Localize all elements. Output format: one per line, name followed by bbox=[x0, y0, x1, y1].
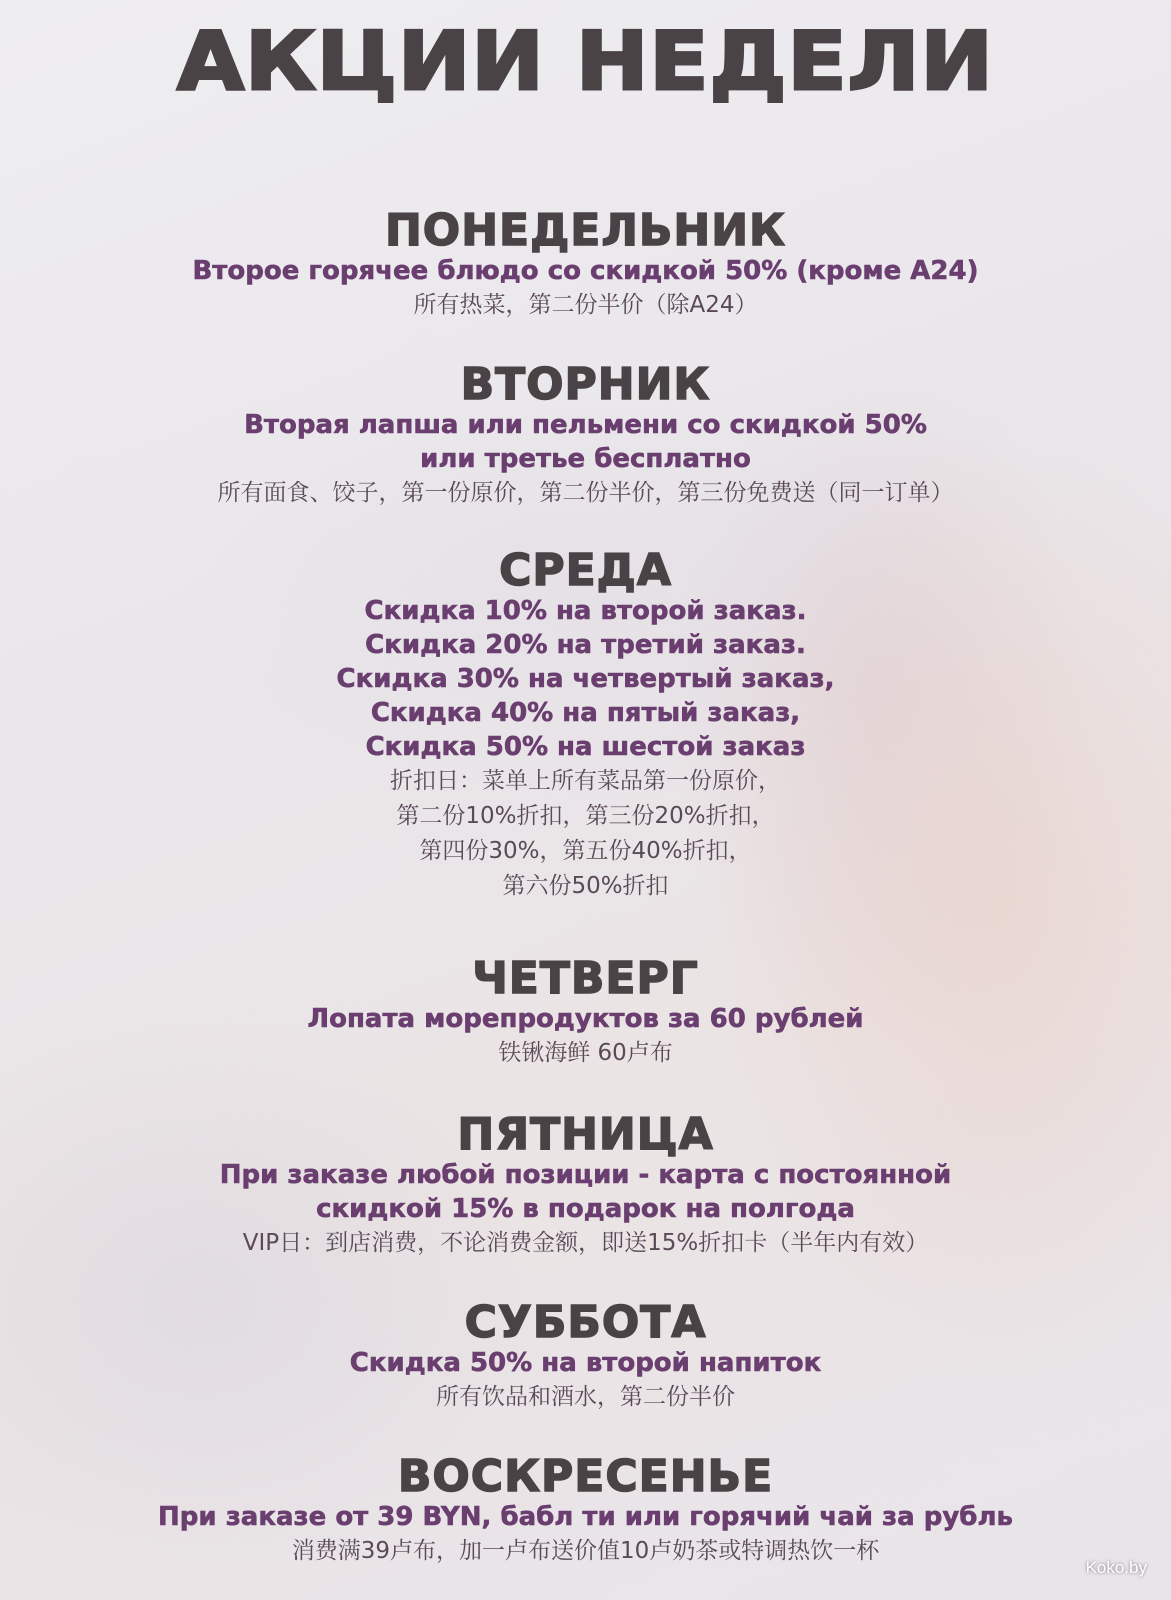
page-title: АКЦИИ НЕДЕЛИ bbox=[177, 15, 994, 108]
day-title: ВОСКРЕСЕНЬЕ bbox=[397, 1451, 774, 1502]
day-title: ВТОРНИК bbox=[460, 359, 711, 410]
promo-text-ru: Скидка 20% на третий заказ. bbox=[365, 630, 806, 660]
promo-text-ru: При заказе любой позиции - карта с постоянной bbox=[219, 1160, 952, 1190]
promo-text-ru: Скидка 50% на второй напиток bbox=[349, 1348, 822, 1378]
promo-text-zh: 所有饮品和酒水，第二份半价 bbox=[436, 1384, 735, 1410]
day-sunday bbox=[0, 1451, 1171, 1569]
promo-text-zh: 所有面食、饺子，第一份原价，第二份半价，第三份免费送（同一订单） bbox=[217, 480, 954, 506]
day-wednesday bbox=[0, 545, 1171, 904]
day-monday bbox=[0, 205, 1171, 323]
promo-text-zh: 折扣日：菜单上所有菜品第一份原价， bbox=[390, 768, 781, 794]
promo-text-ru: Второе горячее блюдо со скидкой 50% (кроме А24) bbox=[192, 256, 979, 286]
day-title: ПЯТНИЦА bbox=[457, 1109, 714, 1160]
promo-text-ru: Скидка 10% на второй заказ. bbox=[364, 596, 807, 626]
promo-text-ru: Лопата морепродуктов за 60 рублей bbox=[307, 1004, 864, 1034]
promo-text-zh: 第四份30%，第五份40%折扣， bbox=[419, 838, 752, 864]
promo-text-ru: или третье бесплатно bbox=[420, 444, 751, 474]
promo-text-ru: Скидка 50% на шестой заказ bbox=[365, 732, 806, 762]
promo-text-zh: 铁锹海鲜 60卢布 bbox=[498, 1040, 673, 1066]
promo-text-zh: 所有热菜，第二份半价（除A24） bbox=[413, 292, 758, 318]
promo-text-zh: 第二份10%折扣，第三份20%折扣， bbox=[396, 803, 775, 829]
day-title: ПОНЕДЕЛЬНИК bbox=[384, 205, 787, 256]
promo-text-ru: Скидка 30% на четвертый заказ, bbox=[336, 664, 835, 694]
day-saturday bbox=[0, 1297, 1171, 1415]
promo-text-ru: скидкой 15% в подарок на полгода bbox=[316, 1194, 855, 1224]
promo-text-ru: При заказе от 39 BYN, бабл ти или горячий чай за рубль bbox=[158, 1502, 1013, 1532]
day-title: ЧЕТВЕРГ bbox=[472, 953, 699, 1004]
promo-text-ru: Вторая лапша или пельмени со скидкой 50% bbox=[244, 410, 927, 440]
promo-text-zh: 消费满39卢布，加一卢布送价值10卢奶茶或特调热饮一杯 bbox=[291, 1538, 880, 1564]
promo-text-zh: 第六份50%折扣 bbox=[502, 873, 669, 899]
day-title: СРЕДА bbox=[499, 545, 672, 596]
day-friday bbox=[0, 1109, 1171, 1261]
watermark: Koko.by bbox=[1085, 1558, 1147, 1577]
day-title: СУББОТА bbox=[464, 1297, 707, 1348]
day-tuesday bbox=[0, 359, 1171, 511]
day-thursday bbox=[0, 953, 1171, 1071]
promo-text-ru: Скидка 40% на пятый заказ, bbox=[370, 698, 801, 728]
promo-text-zh: VIP日：到店消费，不论消费金额，即送15%折扣卡（半年内有效） bbox=[242, 1230, 929, 1256]
